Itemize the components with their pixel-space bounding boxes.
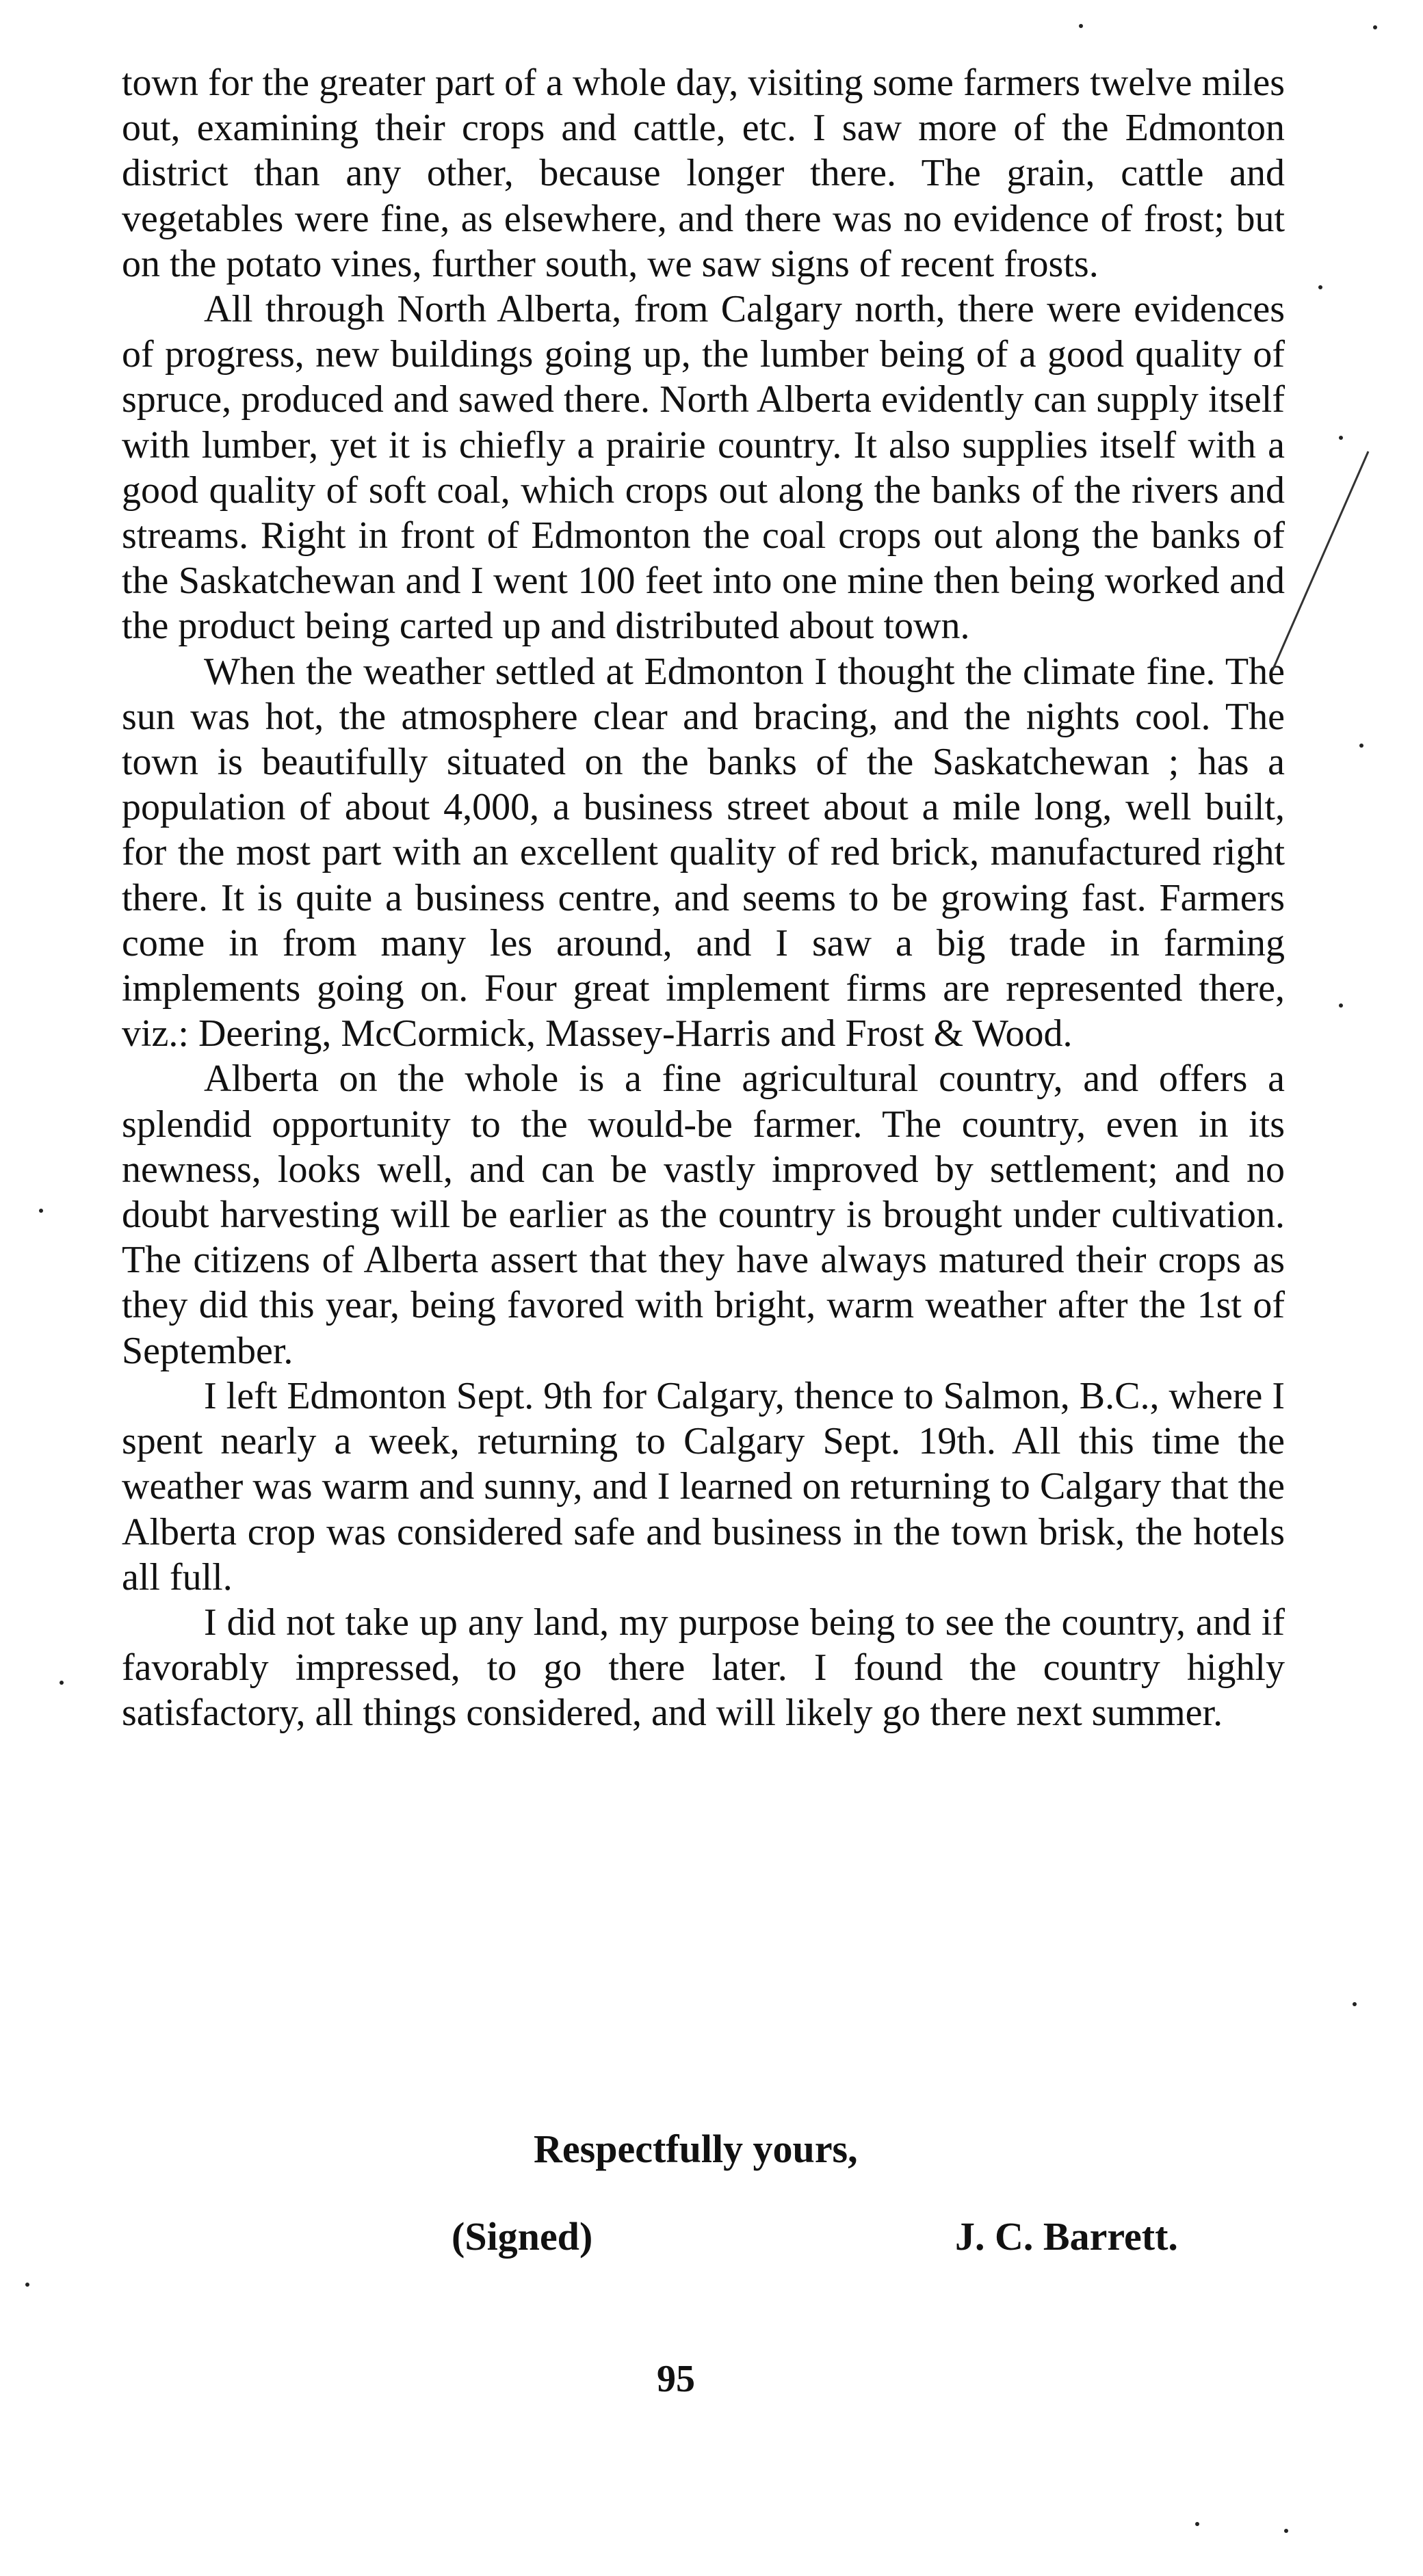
signed-label: (Signed) (452, 2214, 593, 2259)
paragraph-5: I left Edmonton Sept. 9th for Calgary, thence to Salmon, B.C., where I spent nearly a week, returning to Calgary Sept. 19th. All this time the weather was warm and sunny, and I learned on returning to Calgary that the Alberta crop was considered safe and business in the town brisk, the hotels all full. (122, 1374, 1285, 1599)
paragraph-1: town for the greater part of a whole day, visiting some farmers twelve miles out, examining their crops and cattle, etc. I saw more of the Edmonton district than any other, because longer there. The grain, cattle and vegetables were fine, as elsewhere, and there was no evidence of frost; but on the potato vines, further south, we saw signs of recent frosts. (122, 62, 1285, 285)
paragraph-6: I did not take up any land, my purpose being to see the country, and if favorably impressed, to go there later. I found the country highly satisfactory, all things considered, and will likely go there next summer. (122, 1601, 1285, 1735)
paragraph-2: All through North Alberta, from Calgary north, there were evidences of progress, new buildings going up, the lumber being of a good quality of spruce, produced and sawed there. North Alberta evidently can supply itself with lumber, yet it is chiefly a prairie country. It also supplies itself with a good quality of soft coal, which crops out along the banks of the rivers and streams. Right in front of Edmonton the coal crops out along the banks of the Saskatchewan and I went 100 feet into one mine then being worked and the product being carted up and distributed about town. (122, 288, 1285, 648)
page-number: 95 (657, 2358, 695, 2400)
paragraph-4: Alberta on the whole is a fine agricultural country, and offers a splendid opportunity to the would-be farmer. The country, even in its newness, looks well, and can be vastly improved by settlement; and no doubt harvesting will be earlier as the country is brought under cultivation. The citizens of Alberta assert that they have always matured their crops as they did this year, being favored with bright, warm weather after the 1st of September. (122, 1057, 1285, 1372)
signature-name: J. C. Barrett. (955, 2214, 1178, 2259)
paragraph-3: When the weather settled at Edmonton I thought the climate fine. The sun was hot, the atmosphere clear and bracing, and the nights cool. The town is beautifully situated on the banks of the Saskatchewan ; has a population of about 4,000, a business street about a mile long, well built, for the most part with an excellent quality of red brick, manufactured right there. It is quite a business centre, and seems to be growing fast. Farmers come in from many les around, and I saw a big trade in farming implements going on. Four great implement firms are represented there, viz.: Deering, McCormick, Massey-Harris and Frost & Wood. (122, 650, 1285, 1055)
closing-salutation: Respectfully yours, (534, 2127, 858, 2171)
